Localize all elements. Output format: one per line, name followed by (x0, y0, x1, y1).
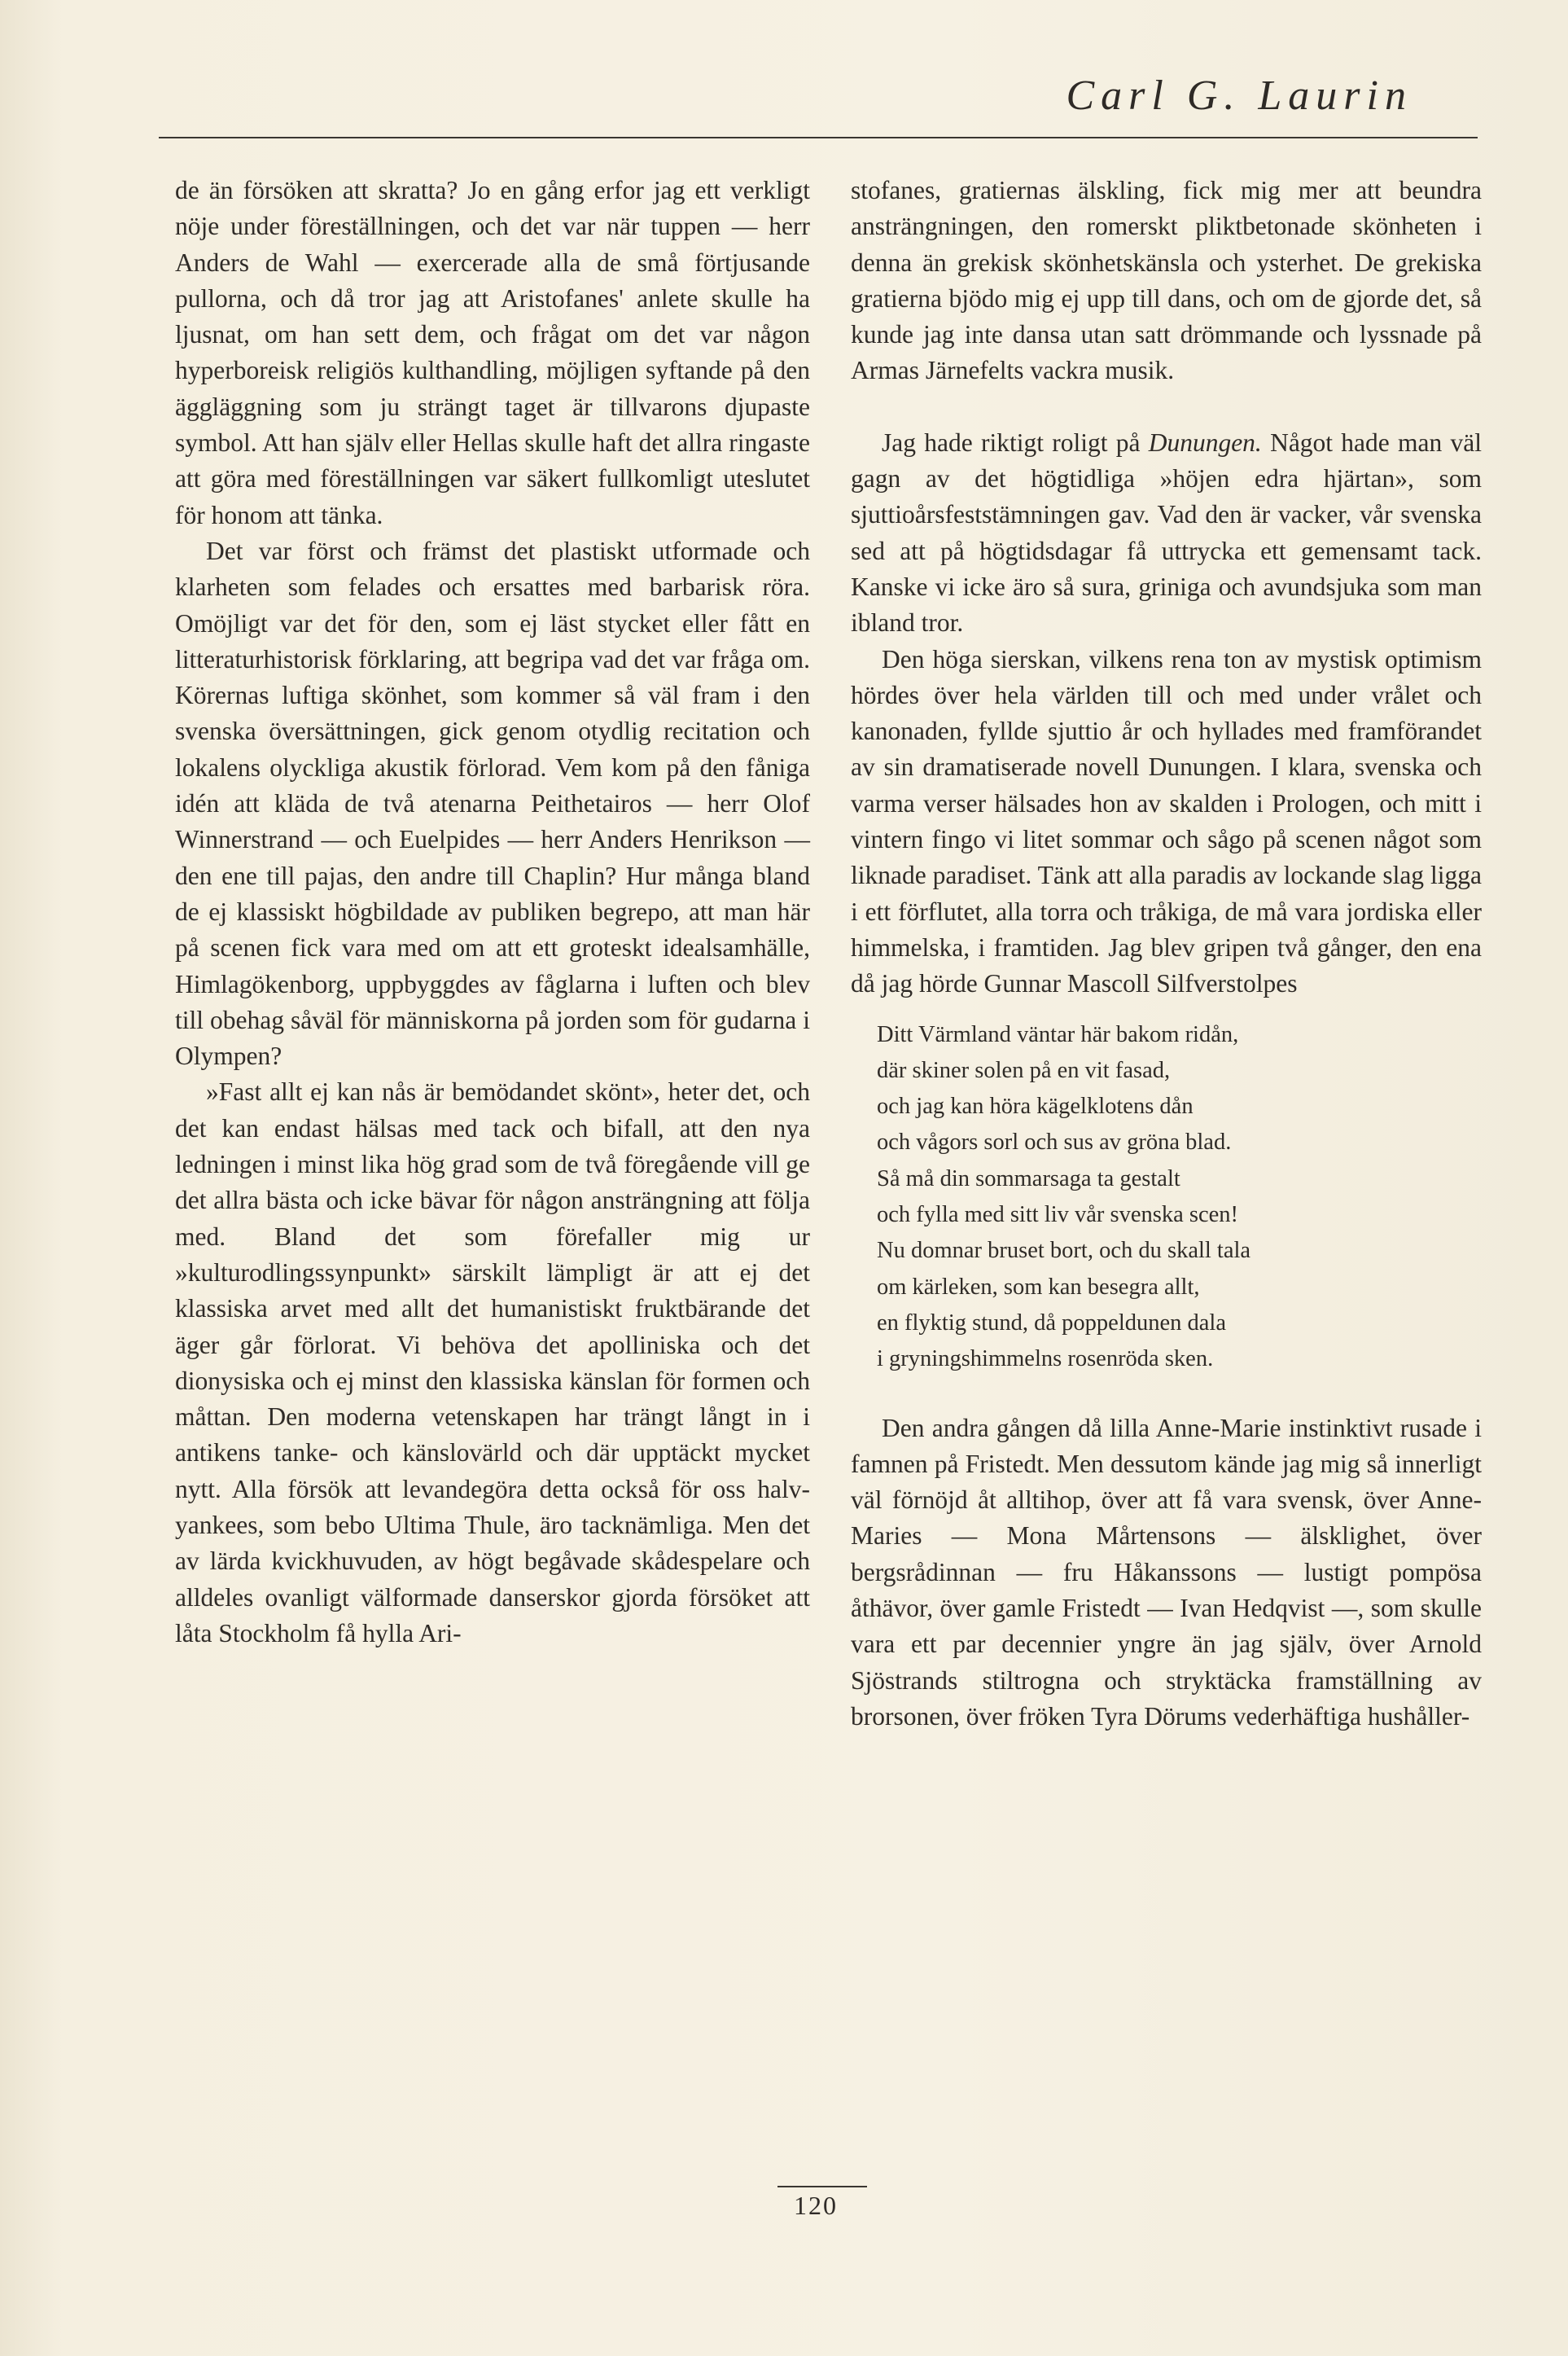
poem-line: och jag kan höra kägelklotens dån (877, 1094, 1194, 1120)
running-header (159, 72, 1478, 138)
right-paragraph-3: Den höga sierskan, vilkens rena ton av mystisk optimism hördes över hela världen till och med under vrålet och kanonaden, fyllde sjuttio år och hyllades med framförandet av sin dramatiserade novell Dunungen. I klara, svenska och varma verser hälsades hon av skalden i Prologen, och mitt i vintern fingo vi litet sommar och sågo på scenen något som liknade paradiset. Tänk att alla paradis av lockande slag ligga i ett förflutet, alla torra och tråkiga, de må vara jordiska eller himmelska, i framtiden. Jag blev gripen två gånger, den ena då jag hörde Gunnar Mascoll Silfverstolpes (851, 644, 1482, 998)
poem-line: i gryningshimmelns rosenröda sken. (877, 1346, 1214, 1372)
play-title-dunungen: Dunungen. (1148, 428, 1262, 457)
poem-line: och fylla med sitt liv vår svenska scen! (877, 1202, 1239, 1228)
poem-line: Nu domnar bruset bort, och du skall tala (877, 1238, 1251, 1264)
poem-line: om kärleken, som kan besegra allt, (877, 1274, 1200, 1300)
header-rule (159, 137, 1478, 138)
right-paragraph-4: Den andra gången då lilla Anne-Marie instinktivt rusade i famnen på Fristedt. Men dessutom kände jag mig så innerligt väl förnöjd åt alltihop, över att få vara svensk, över Anne-Maries — Mona Mårtensons — älsklighet, över bergsrådinnan — fru Håkanssons — lustigt pompösa åthävor, över gamle Fristedt — Ivan Hedqvist —, som skulle vara ett par decennier yngre än jag själv, över Arnold Sjöstrands stiltrogna och stryktäcka framställning av brorsonen, över fröken Tyra Dörums vederhäftiga hushåller- (851, 1413, 1482, 1731)
header-author-name: Carl G. Laurin (1066, 72, 1413, 119)
right-column (851, 173, 1482, 1735)
poem-line: där skiner solen på en vit fasad, (877, 1057, 1171, 1083)
right-paragraph-2-start: Jag hade riktigt roligt på (882, 428, 1149, 457)
poem-line: Ditt Värmland väntar här bakom ridån, (877, 1021, 1239, 1047)
left-paragraph-2: Det var först och främst det plastiskt utformade och klarheten som felades och ersattes med barbarisk röra. Omöjligt var det för den, som ej läst stycket eller fått en litteraturhistorisk förklaring, att begripa vad det var fråga om. Körernas luftiga skönhet, som kommer så väl fram i den svenska översättningen, gick genom otydlig recitation och lokalens olyckliga akustik förlorad. Vem kom på den fåniga idén att kläda de två atenarna Peithetairos — herr Olof Winnerstrand — och Euelpides — herr Anders Henrikson — den ene till pajas, den andre till Chaplin? Hur många bland de ej klassiskt högbildade av publiken begrepo, att man här på scenen fick vara med om att ett groteskt idealsamhälle, Himlagökenborg, uppbyggdes av fåglarna i luften och blev till obehag såväl för människorna på jorden som för gudarna i Olympen? (175, 536, 810, 1071)
poem-block (877, 1017, 1482, 1378)
left-paragraph-1: de än försöken att skratta? Jo en gång erfor jag ett verkligt nöje under föreställningen, och det var när tuppen — herr Anders de Wahl — exercerade alla de små förtjusande pullorna, och då tror jag att Aristofanes' anlete skulle ha ljusnat, om han sett dem, och frågat om det var någon hyperboreisk religiös kulthandling, möjligen syftande på den äggläggning som ju strängt taget är tillvarons djupaste symbol. Att han själv eller Hellas skulle haft det allra ringaste att göra med föreställningen var säkert fullkomligt uteslutet för honom att tänka. (175, 176, 810, 529)
paragraph-gap (851, 389, 1482, 425)
page-number: 120 (794, 2191, 838, 2220)
left-column (175, 173, 810, 1652)
poem-line: Så må din sommarsaga ta gestalt (877, 1165, 1180, 1191)
left-paragraph-3: »Fast allt ej kan nås är bemödandet skönt», heter det, och det kan endast hälsas med tack och bifall, att den nya ledningen i minst lika hög grad som de två föregående vill ge det allra bästa och icke bävar för någon ansträngning att följa med. Bland det som förefaller mig ur »kulturodlingssynpunkt» särskilt lämpligt är att ej det klassiska arvet med allt det humanistiskt fruktbärande det äger går förlorat. Vi behöva det apolliniska och det dionysiska och ej minst den klassiska känslan för formen och måttan. Den moderna vetenskapen har trängt långt in i antikens tanke- och känslovärld och där upptäckt mycket nytt. Alla försök att levandegöra detta också för oss halv-yankees, som bebo Ultima Thule, äro tacknämliga. Men det av lärda kvickhuvuden, av högt begåvade skådespelare och alldeles ovanligt välformade danserskor gjorda försöket att låta Stockholm få hylla Ari- (175, 1077, 810, 1647)
right-paragraph-1: stofanes, gratiernas älskling, fick mig mer att beundra ansträngningen, den romerskt pliktbetonade skönheten i denna än grekisk skönhetskänsla och ysterhet. De grekiska gratierna bjödo mig ej upp till dans, och om de gjorde det, så kunde jag inte dansa utan satt drömmande och lyssnade på Armas Järnefelts vackra musik. (851, 176, 1482, 385)
right-paragraph-2-rest: Något hade man väl gagn av det högtidliga »höjen edra hjärtan», som sjuttioårsfeststämningen gav. Vad den är vacker, vår svenska sed att på högtidsdagar få uttrycka ett gemensamt tack. Kanske vi icke äro så sura, griniga och avundsjuka som man ibland tror. (851, 428, 1482, 638)
poem-line: en flyktig stund, då poppeldunen dala (877, 1310, 1226, 1336)
page-number-rule (777, 2186, 867, 2187)
poem-line: och vågors sorl och sus av gröna blad. (877, 1130, 1232, 1156)
right-paragraph-2 (851, 425, 1482, 642)
